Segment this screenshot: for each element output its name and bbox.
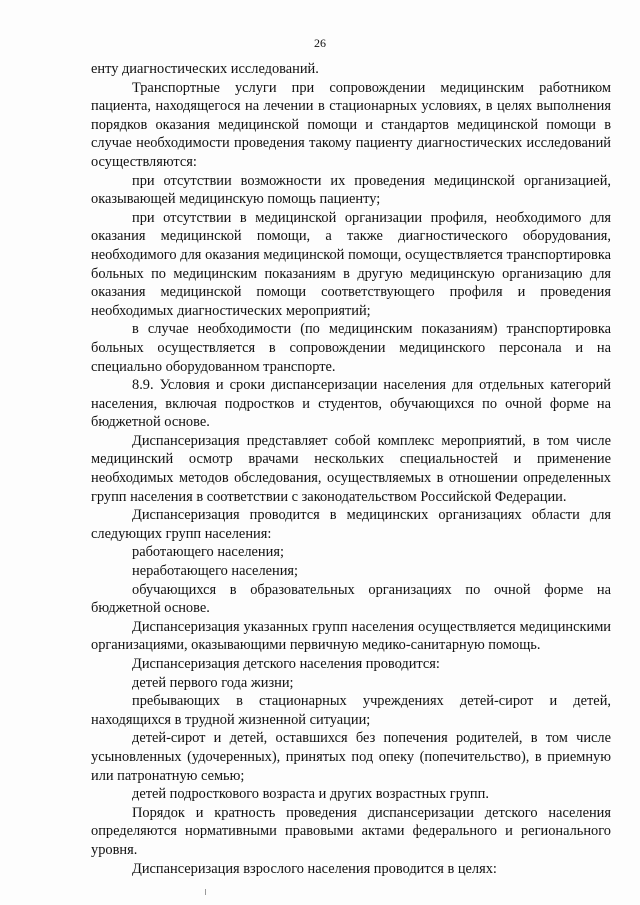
paragraph: Транспортные услуги при сопровождении медицинским работником пациента, находящегося на лечении в стационарных условиях, в целях выполнения порядков оказания медицинской помощи и стандартов медицинской помощи в случае необходимости проведения такому пациенту диагностических исследований осуществляются:: [91, 79, 611, 170]
paragraph: в случае необходимости (по медицинским показаниям) транспортировка больных осуществляется в сопровождении медицинского персонала и на специально оборудованном транспорте.: [91, 321, 611, 375]
paragraph: Диспансеризация детского населения проводится:: [132, 656, 440, 672]
paragraph: Диспансеризация взрослого населения проводится в целях:: [132, 860, 497, 877]
list-item: детей-сирот и детей, оставшихся без попечения родителей, в том числе усыновленных (удочеренных), принятых под опеку (попечительство), в приемную или патронатную семью;: [91, 730, 611, 784]
list-item: работающего населения;: [132, 544, 284, 561]
list-item: детей первого года жизни;: [132, 674, 294, 691]
paragraph: енту диагностических исследований.: [91, 61, 319, 77]
scan-mark: [205, 889, 206, 895]
list-item: детей подросткового возраста и других возрастных групп.: [132, 786, 489, 803]
list-item: неработающего населения;: [132, 563, 299, 580]
paragraph: при отсутствии возможности их проведения медицинской организацией, оказывающей медицинскую помощь пациенту;: [91, 172, 611, 208]
body-text: [91, 60, 611, 878]
list-item: пребывающих в стационарных учреждениях детей-сирот и детей, находящихся в трудной жизненной ситуации;: [91, 693, 611, 728]
paragraph: Диспансеризация указанных групп населения осуществляется медицинскими организациями, оказывающими первичную медико-санитарную помощь.: [91, 618, 611, 654]
section-heading: 8.9. Условия и сроки диспансеризации населения для отдельных категорий населения, включая подростков и студентов, обучающихся по очной форме на бюджетной основе.: [91, 377, 611, 431]
paragraph: Порядок и кратность проведения диспансеризации детского населения определяются нормативными правовыми актами федерального и регионального уровня.: [91, 804, 611, 858]
page-number: 26: [314, 36, 326, 50]
paragraph: Диспансеризация проводится в медицинских организациях области для следующих групп населения:: [91, 507, 611, 542]
list-item: обучающихся в образовательных организациях по очной форме на бюджетной основе.: [91, 581, 611, 617]
paragraph: Диспансеризация представляет собой комплекс мероприятий, в том числе медицинский осмотр врачами нескольких специальностей и применение необходимых методов обследования, осуществляемых в отношении определенных групп населения в соответствии с законодательством Российской Федерации.: [91, 432, 611, 505]
paragraph: при отсутствии в медицинской организации профиля, необходимого для оказания медицинской помощи, а также диагностического оборудования, необходимого для оказания медицинской помощи, осуществляется транспортировка больных по медицинским показаниям в другую медицинскую организацию для оказания медицинской помощи соответствующего профиля и проведения необходимых диагностических мероприятий;: [91, 209, 611, 319]
